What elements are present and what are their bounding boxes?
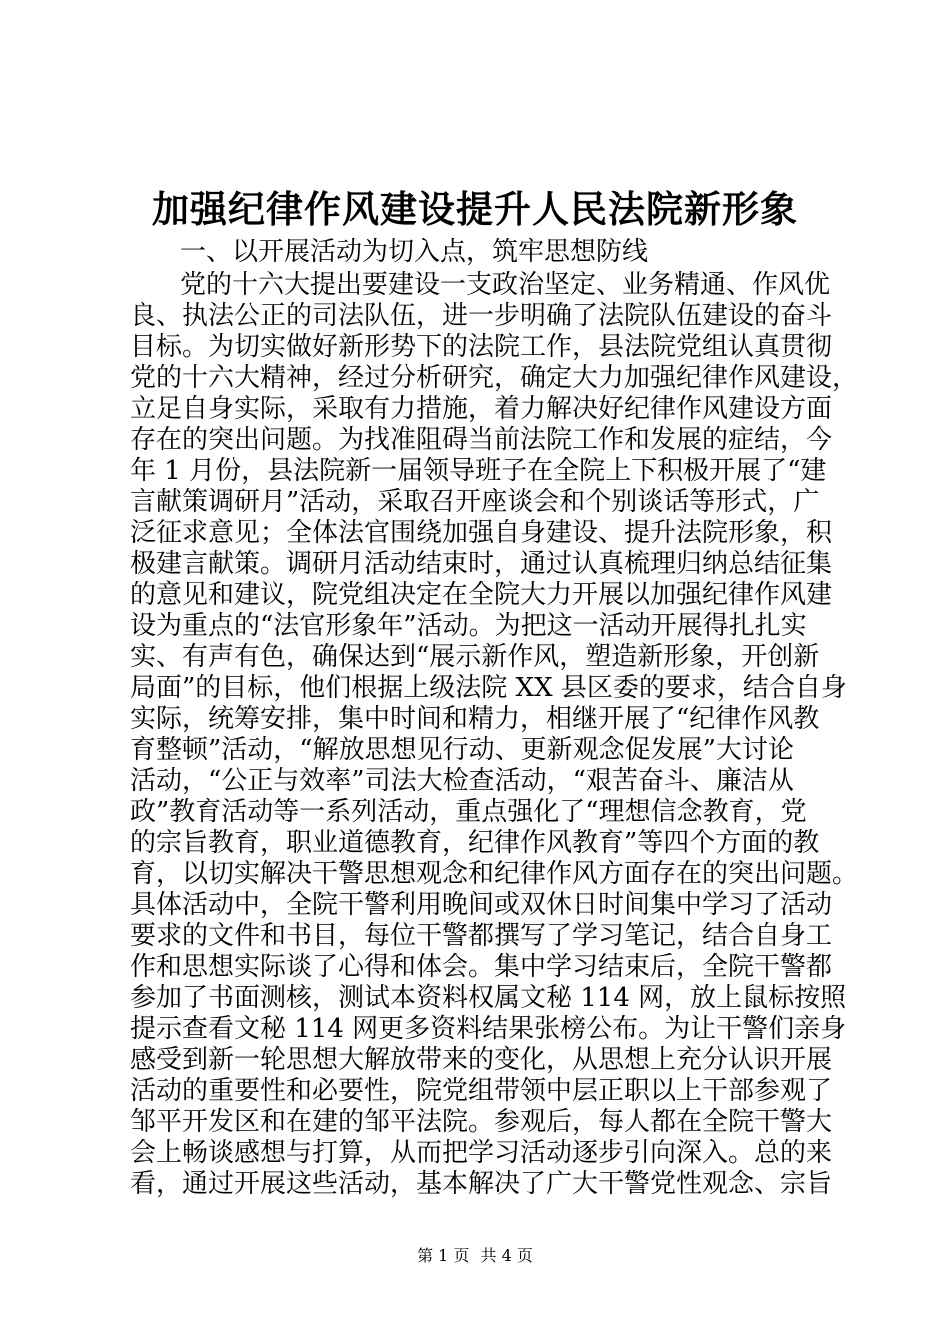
body-line: 会上畅谈感想与打算，从而把学习活动逐步引向深入。总的来 xyxy=(130,1138,833,1168)
body-line: 实际，统筹安排，集中时间和精力，相继开展了“纪律作风教 xyxy=(130,704,820,734)
page-number: 第 1 页 xyxy=(417,1246,470,1265)
body-line: 具体活动中，全院干警利用晚间或双休日时间集中学习了活动 xyxy=(130,890,833,920)
body-line: 提示查看文秘 114 网更多资料结果张榜公布。为让干警们亲身 xyxy=(130,1014,847,1044)
body-line: 邹平开发区和在建的邹平法院。参观后，每人都在全院干警大 xyxy=(130,1107,833,1137)
body-line: 局面”的目标，他们根据上级法院 XX 县区委的要求，结合自身 xyxy=(130,673,847,703)
body-line: 的意见和建议，院党组决定在全院大力开展以加强纪律作风建 xyxy=(130,580,833,610)
body-line: 目标。为切实做好新形势下的法院工作，县法院党组认真贯彻 xyxy=(130,332,833,362)
body-line: 看，通过开展这些活动，基本解决了广大干警党性观念、宗旨 xyxy=(130,1169,833,1199)
body-line: 活动，“公正与效率”司法大检查活动，“艰苦奋斗、廉洁从 xyxy=(130,766,794,796)
body-line: 育整顿”活动，“解放思想见行动、更新观念促发展”大讨论 xyxy=(130,735,794,765)
body-line: 言献策调研月”活动，采取召开座谈会和个别谈话等形式，广 xyxy=(130,487,820,517)
body-line: 作和思想实际谈了心得和体会。集中学习结束后，全院干警都 xyxy=(130,952,833,982)
body-line: 的宗旨教育，职业道德教育，纪律作风教育”等四个方面的教 xyxy=(130,828,820,858)
body-line: 育，以切实解决干警思想观念和纪律作风方面存在的突出问题。 xyxy=(130,859,859,889)
section-heading: 一、以开展活动为切入点，筑牢思想防线 xyxy=(180,237,649,267)
document-title: 加强纪律作风建设提升人民法院新形象 xyxy=(152,187,798,231)
body-line: 良、执法公正的司法队伍，进一步明确了法院队伍建设的奋斗 xyxy=(130,301,833,331)
body-line: 年 1 月份，县法院新一届领导班子在全院上下积极开展了“建 xyxy=(130,456,827,486)
body-line: 政”教育活动等一系列活动，重点强化了“理想信念教育，党 xyxy=(130,797,807,827)
body-line: 极建言献策。调研月活动结束时，通过认真梳理归纳总结征集 xyxy=(130,549,833,579)
body-line: 党的十六大提出要建设一支政治坚定、业务精通、作风优 xyxy=(180,270,831,300)
body-line: 设为重点的“法官形象年”活动。为把这一活动开展得扎扎实 xyxy=(130,611,807,641)
body-line: 党的十六大精神，经过分析研究，确定大力加强纪律作风建设， xyxy=(130,363,859,393)
body-line: 要求的文件和书目，每位干警都撰写了学习笔记，结合自身工 xyxy=(130,921,833,951)
page-total: 共 4 页 xyxy=(480,1246,533,1265)
body-line: 实、有声有色，确保达到“展示新作风，塑造新形象，开创新 xyxy=(130,642,820,672)
body-line: 立足自身实际，采取有力措施，着力解决好纪律作风建设方面 xyxy=(130,394,833,424)
page-footer xyxy=(0,1246,950,1266)
body-line: 活动的重要性和必要性，院党组带领中层正职以上干部参观了 xyxy=(130,1076,833,1106)
body-line: 参加了书面测核，测试本资料权属文秘 114 网，放上鼠标按照 xyxy=(130,983,847,1013)
body-line: 存在的突出问题。为找准阻碍当前法院工作和发展的症结，今 xyxy=(130,425,833,455)
body-line: 泛征求意见；全体法官围绕加强自身建设、提升法院形象，积 xyxy=(130,518,833,548)
body-line: 感受到新一轮思想大解放带来的变化，从思想上充分认识开展 xyxy=(130,1045,833,1075)
